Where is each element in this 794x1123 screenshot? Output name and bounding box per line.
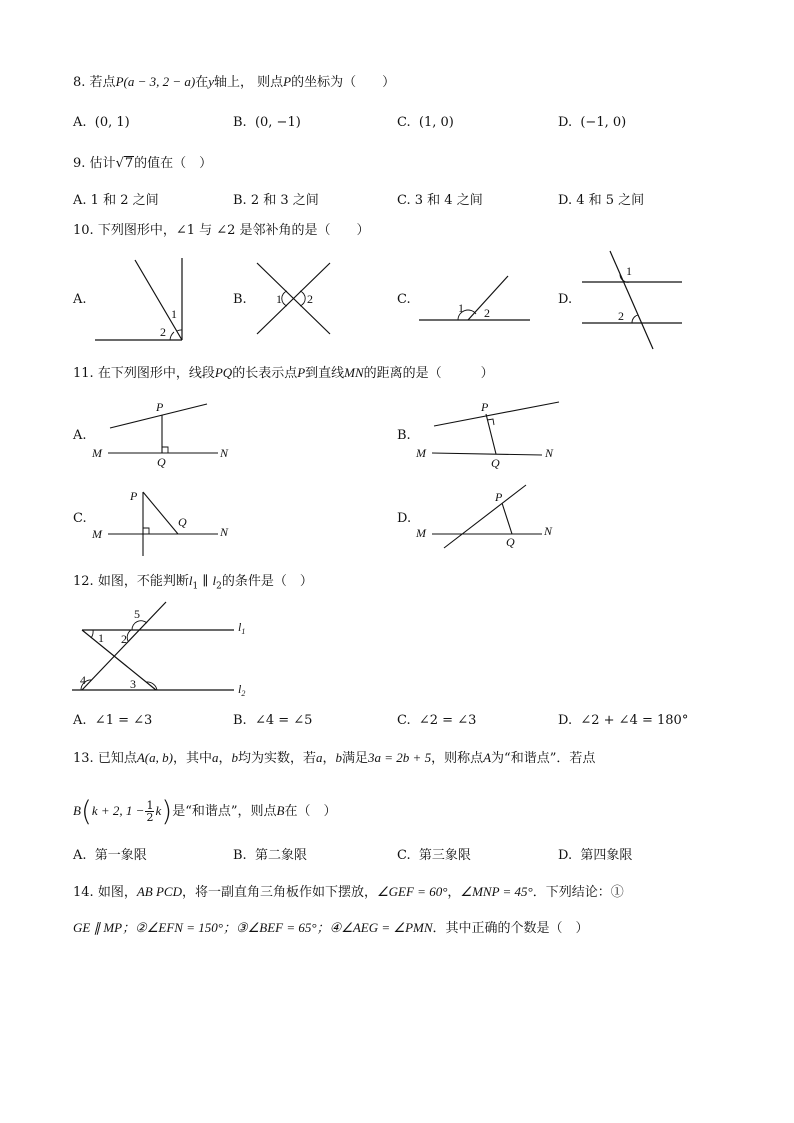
svg-text:M: M: [92, 527, 102, 541]
svg-text:l1: $l_1$: [238, 620, 246, 636]
q11-figure-b: [414, 400, 564, 470]
svg-text:P: P: [481, 400, 489, 414]
q9-option-c: C. 3 和 4 之间: [397, 193, 483, 208]
q10-option-a-label: A.: [73, 292, 87, 307]
q12-option-b: B. ∠4 = ∠5: [233, 713, 313, 728]
svg-text:N: N: [545, 446, 554, 460]
q10-figure-c: [416, 272, 534, 327]
q11-figure-a: [90, 400, 240, 468]
svg-text:N: N: [220, 525, 229, 539]
q10d-angle-1: 1: [626, 264, 632, 278]
q8-option-c: C. (1, 0): [397, 115, 454, 130]
q12-angle-4: 4: [80, 673, 86, 687]
svg-text:l2: $l_2$: [238, 682, 246, 698]
q12-angle-2: 2: [121, 632, 127, 646]
q9-option-d: D. 4 和 5 之间: [558, 193, 645, 208]
q9-option-b: B. 2 和 3 之间: [233, 193, 319, 208]
svg-text:Q: Q: [157, 455, 166, 469]
svg-text:N: N: [220, 446, 229, 460]
q11-figure-d: [414, 482, 564, 554]
q13-option-a: A. 第一象限: [73, 848, 147, 863]
fraction-one-half: $\frac{1}{2}$: [146, 799, 154, 824]
q10-option-c-label: C.: [397, 292, 411, 307]
q10c-angle-1: 1: [458, 301, 464, 315]
q12-angle-5: 5: [134, 607, 140, 621]
q13-stem-line2: B(k + 2, 1 − $\frac{1}{2}$ k)是“和谐点”，则点B在（ ）: [73, 794, 337, 828]
q10a-angle-2: 2: [160, 325, 166, 339]
q8-option-b: B. (0, −1): [233, 115, 301, 130]
q11-number: 11.: [73, 366, 94, 381]
q10-stem: 10. 下列图形中，∠1 与 ∠2 是邻补角的是（ ）: [73, 223, 370, 238]
q10b-angle-1: 1: [276, 292, 282, 306]
q10-figure-d: [578, 248, 686, 352]
svg-text:P: P: [156, 400, 164, 414]
svg-text:M: M: [92, 446, 102, 460]
q10c-angle-2: 2: [484, 306, 490, 320]
q13-option-c: C. 第三象限: [397, 848, 471, 863]
q12-option-d: D. ∠2 + ∠4 = 180°: [558, 713, 689, 728]
svg-text:P: P: [130, 489, 138, 503]
svg-text:N: N: [544, 524, 553, 538]
svg-text:M: M: [416, 446, 426, 460]
q11-option-b-label: B.: [397, 428, 411, 443]
q12-angle-1: 1: [98, 631, 104, 645]
q12-option-a: A. ∠1 = ∠3: [73, 713, 153, 728]
q8-option-a: A. (0, 1): [73, 115, 130, 130]
q10-figure-b: [252, 258, 337, 338]
q11-stem: 11. 在下列图形中，线段PQ的长表示点P到直线MN的距离的是（ ）: [73, 365, 494, 381]
q11-option-d-label: D.: [397, 511, 412, 526]
q10a-angle-1: 1: [171, 307, 177, 321]
q10-number: 10.: [73, 223, 94, 238]
q10-figure-a: [90, 255, 190, 345]
q13-stem-line1: 13. 已知点A(a, b)，其中a，b均为实数，若a，b满足3a = 2b + 5，则称点A为“和谐点”．若点: [73, 750, 596, 766]
q13-option-d: D. 第四象限: [558, 848, 633, 863]
svg-text:P: P: [495, 490, 503, 504]
q12-number: 12.: [73, 574, 94, 589]
q11-option-c-label: C.: [73, 511, 87, 526]
q13-option-b: B. 第二象限: [233, 848, 307, 863]
q10d-angle-2: 2: [618, 309, 624, 323]
q11-option-a-label: A.: [73, 428, 87, 443]
q8-stem: 8. 若点P(a − 3, 2 − a)在y轴上， 则点P的坐标为（ ）: [73, 74, 396, 90]
svg-text:Q: Q: [178, 515, 187, 529]
svg-text:M: M: [416, 526, 426, 540]
q12-figure: [68, 600, 258, 702]
svg-text:Q: Q: [491, 456, 500, 470]
q13-number: 13.: [73, 751, 94, 766]
q12-stem: 12. 如图，不能判断$l_1$ ∥ $l_2$的条件是（ ）: [73, 573, 313, 592]
q10-option-b-label: B.: [233, 292, 247, 307]
q11-figure-c: [90, 478, 240, 560]
q12-angle-3: 3: [130, 677, 136, 691]
q8-number: 8.: [73, 75, 86, 90]
svg-text:Q: Q: [506, 535, 515, 549]
q10-option-d-label: D.: [558, 292, 573, 307]
q14-number: 14.: [73, 885, 94, 900]
q9-number: 9.: [73, 156, 86, 171]
q9-option-a: A. 1 和 2 之间: [73, 193, 159, 208]
q8-option-d: D. (−1, 0): [558, 115, 627, 130]
q12-option-c: C. ∠2 = ∠3: [397, 713, 477, 728]
q14-stem-line1: 14. 如图，AB PCD，将一副直角三角板作如下摆放，∠GEF = 60°，∠MNP = 45°．下列结论：①: [73, 884, 624, 900]
q10b-angle-2: 2: [307, 292, 313, 306]
q14-stem-line2: GE ∥ MP；②∠EFN = 150°；③∠BEF = 65°；④∠AEG = ∠PMN．其中正确的个数是（ ）: [73, 920, 589, 936]
q9-stem: 9. 估计√7的值在（ ）: [73, 156, 213, 171]
sqrt-radicand: 7: [124, 156, 134, 171]
